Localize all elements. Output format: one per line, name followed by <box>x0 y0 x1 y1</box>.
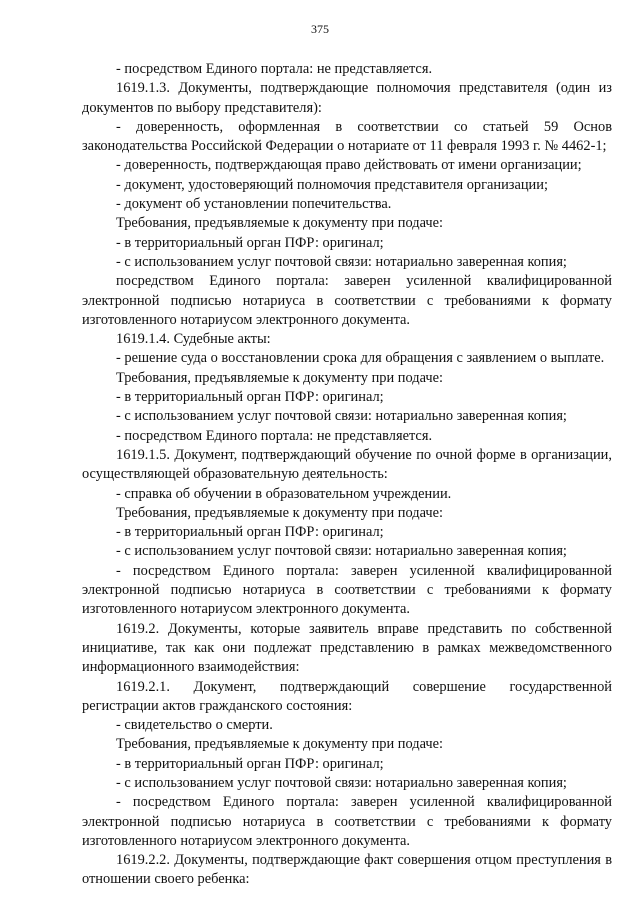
section-heading: 1619.1.5. Документ, подтверждающий обучение по очной форме в организации, осуществляющей образовательную деятельность: <box>82 446 612 483</box>
list-item: - доверенность, оформленная в соответствии со статьей 59 Основ законодательства Российской Федерации о нотариате от 11 февраля 1993 г. № 4462-1; <box>82 118 612 155</box>
requirements-heading: Требования, предъявляемые к документу при подаче: <box>116 369 443 386</box>
list-item: - посредством Единого портала: заверен усиленной квалифицированной электронной подписью нотариуса в соответствии с требованиями к формату изготовленного нотариусом электронного документа. <box>82 794 612 849</box>
document-body <box>82 60 612 890</box>
list-item: - посредством Единого портала: заверен усиленной квалифицированной электронной подписью нотариуса в соответствии с требованиями к формату изготовленного нотариусом электронного документа. <box>82 562 612 618</box>
list-item: - с использованием услуг почтовой связи: нотариально заверенная копия; <box>116 253 567 270</box>
section-heading: 1619.1.3. Документы, подтверждающие полномочия представителя (один из документов по выбору представителя): <box>82 80 612 116</box>
section-heading: 1619.2.1. Документ, подтверждающий совершение государственной регистрации актов гражданского состояния: <box>82 678 612 714</box>
list-item: - с использованием услуг почтовой связи: нотариально заверенная копия; <box>116 408 567 425</box>
list-item: - доверенность, подтверждающая право действовать от имени организации; <box>116 157 582 174</box>
section-heading: 1619.1.4. Судебные акты: <box>116 331 271 348</box>
requirements-heading: Требования, предъявляемые к документу при подаче: <box>116 215 443 232</box>
list-item: - с использованием услуг почтовой связи: нотариально заверенная копия; <box>116 774 567 791</box>
section-heading: 1619.2. Документы, которые заявитель вправе представить по собственной инициативе, так как они подлежат представлению в рамках межведомственного информационного взаимодействия: <box>82 620 612 676</box>
list-item: - с использованием услуг почтовой связи: нотариально заверенная копия; <box>116 543 567 560</box>
list-item: - в территориальный орган ПФР: оригинал; <box>116 389 384 406</box>
list-item: посредством Единого портала: заверен усиленной квалифицированной электронной подписью нотариуса в соответствии с требованиями к формату изготовленного нотариусом электронного документа. <box>82 273 612 328</box>
list-item: - справка об обучении в образовательном учреждении. <box>116 485 452 502</box>
page-number: 375 <box>311 22 329 36</box>
list-item: - свидетельство о смерти. <box>116 717 273 734</box>
requirements-heading: Требования, предъявляемые к документу при подаче: <box>116 504 443 521</box>
list-item: - посредством Единого портала: не представляется. <box>116 427 433 444</box>
list-item: - в территориальный орган ПФР: оригинал; <box>116 234 384 251</box>
list-item: - в территориальный орган ПФР: оригинал; <box>116 524 384 541</box>
list-item: - документ об установлении попечительства. <box>116 196 392 213</box>
requirements-heading: Требования, предъявляемые к документу при подаче: <box>116 736 443 753</box>
section-heading: 1619.2.2. Документы, подтверждающие факт совершения отцом преступления в отношении своего ребенка: <box>82 852 612 888</box>
paragraph: - посредством Единого портала: не представляется. <box>116 61 433 77</box>
list-item: - в территориальный орган ПФР: оригинал; <box>116 755 384 772</box>
list-item: - документ, удостоверяющий полномочия представителя организации; <box>116 176 548 193</box>
list-item: - решение суда о восстановлении срока для обращения с заявлением о выплате. <box>116 350 605 367</box>
